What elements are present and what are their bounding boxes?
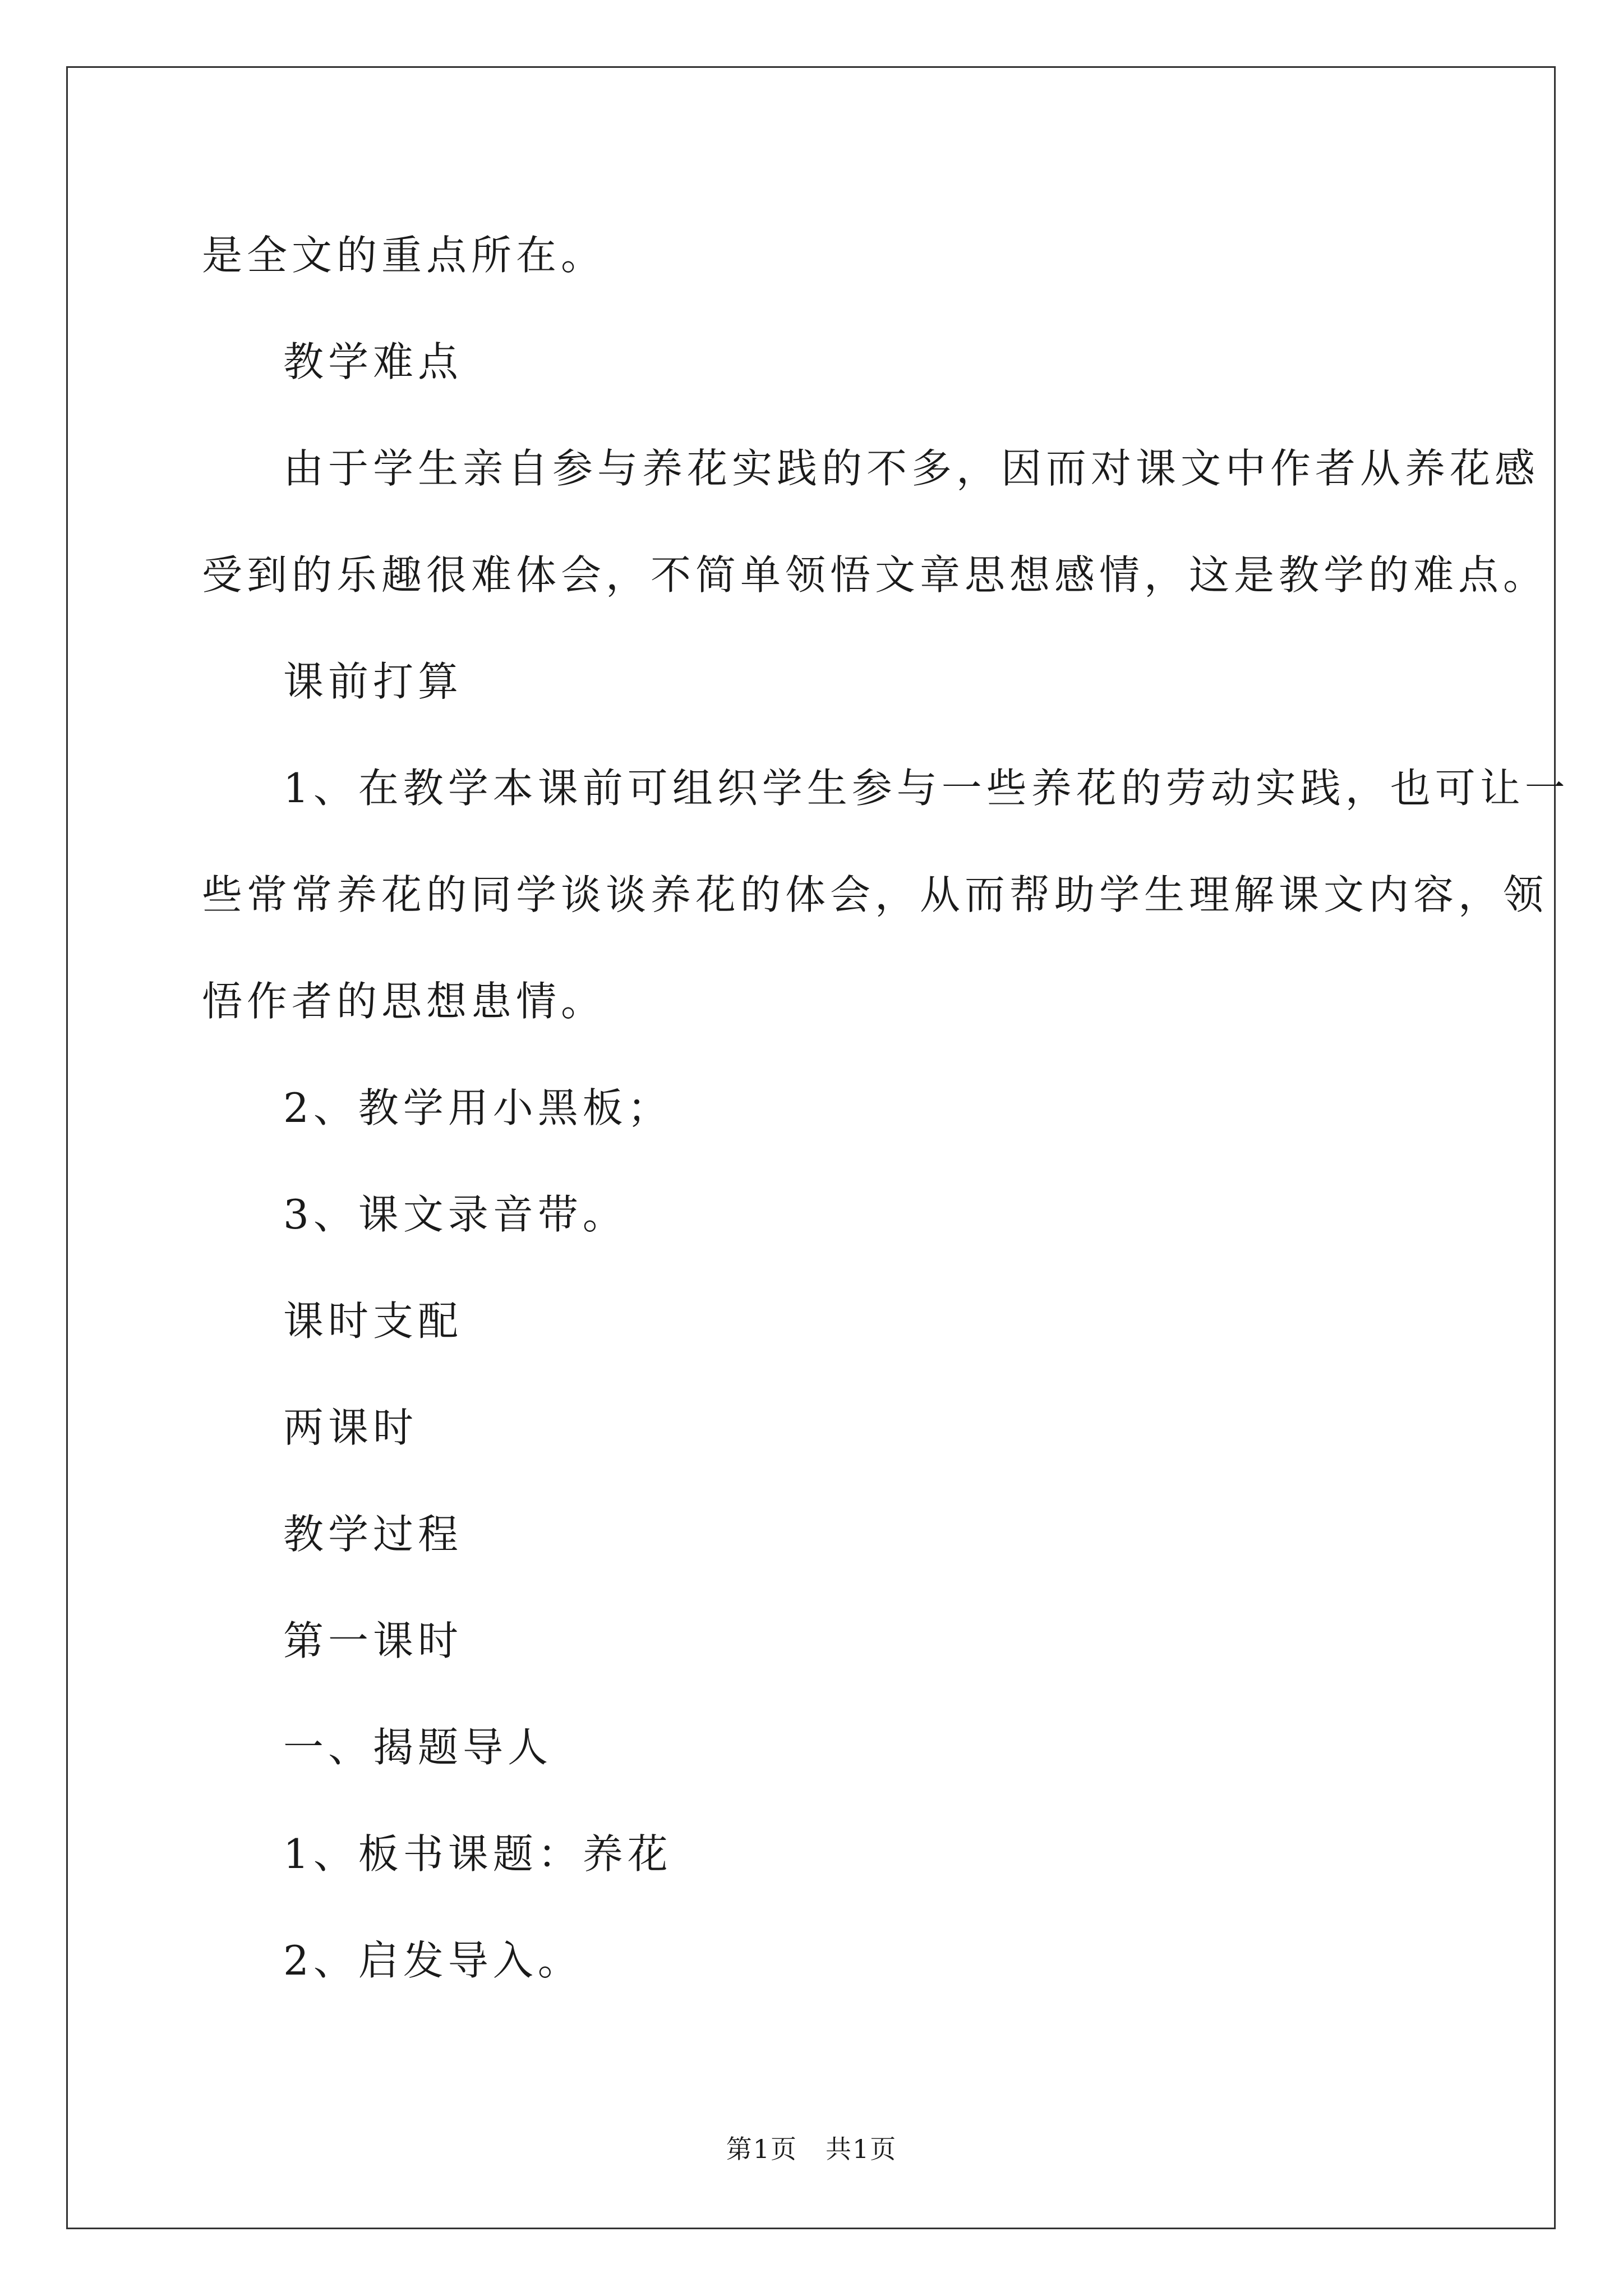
- section-heading-schedule: [202, 1268, 1436, 1374]
- paragraph-schedule: [202, 1374, 1436, 1481]
- paragraph-step-2: [202, 1907, 1436, 2014]
- text-line: 1、板书课题：养花: [283, 1830, 672, 1878]
- page-footer: [0, 2129, 1623, 2166]
- paragraph-step-1: [202, 1801, 1436, 1907]
- text-line: 2、教学用小黑板；: [283, 1084, 672, 1131]
- text-line: 1、在教学本课前可组织学生参与一些养花的劳动实践，也可让一: [283, 765, 1570, 812]
- text-line: 悟作者的思想患情。: [202, 978, 606, 1025]
- section-heading-introduction: [202, 1694, 1436, 1801]
- paragraph-preparation-2: [202, 1055, 1436, 1161]
- paragraph-text: [202, 202, 1436, 309]
- document-body: [202, 202, 1570, 2014]
- text-line: 第一课时: [283, 1617, 463, 1664]
- text-line: 一、揭题导人: [283, 1724, 553, 1771]
- paragraph-preparation-1: [202, 735, 1570, 1055]
- page-number-current: 第1页: [726, 2134, 797, 2164]
- text-line: 是全文的重点所在。: [202, 232, 606, 279]
- text-line: 课时支配: [283, 1297, 463, 1345]
- section-heading-process: [202, 1481, 1436, 1588]
- paragraph-difficulty: [202, 415, 1548, 628]
- text-line: 教学难点: [283, 338, 463, 385]
- text-line: 些常常养花的同学谈谈养花的体会，从而帮助学生理解课文内容，领: [202, 871, 1548, 918]
- text-line: 2、启发导入。: [283, 1937, 583, 1984]
- text-line: 由于学生亲自参与养花实践的不多，因而对课文中作者从养花感: [283, 445, 1540, 492]
- section-heading-first-lesson: [202, 1588, 1436, 1694]
- section-heading-preparation: [202, 628, 1436, 735]
- page-number-total: 共1页: [826, 2134, 897, 2164]
- text-line: 两课时: [283, 1404, 418, 1451]
- text-line: 3、课文录音带。: [283, 1191, 628, 1238]
- text-line: 教学过程: [283, 1511, 463, 1558]
- text-line: 课前打算: [283, 658, 463, 705]
- section-heading-difficulty: [202, 309, 1436, 415]
- text-line: 受到的乐趣很难体会，不简单领悟文章思想感情，这是教学的难点。: [202, 551, 1548, 599]
- paragraph-preparation-3: [202, 1161, 1436, 1268]
